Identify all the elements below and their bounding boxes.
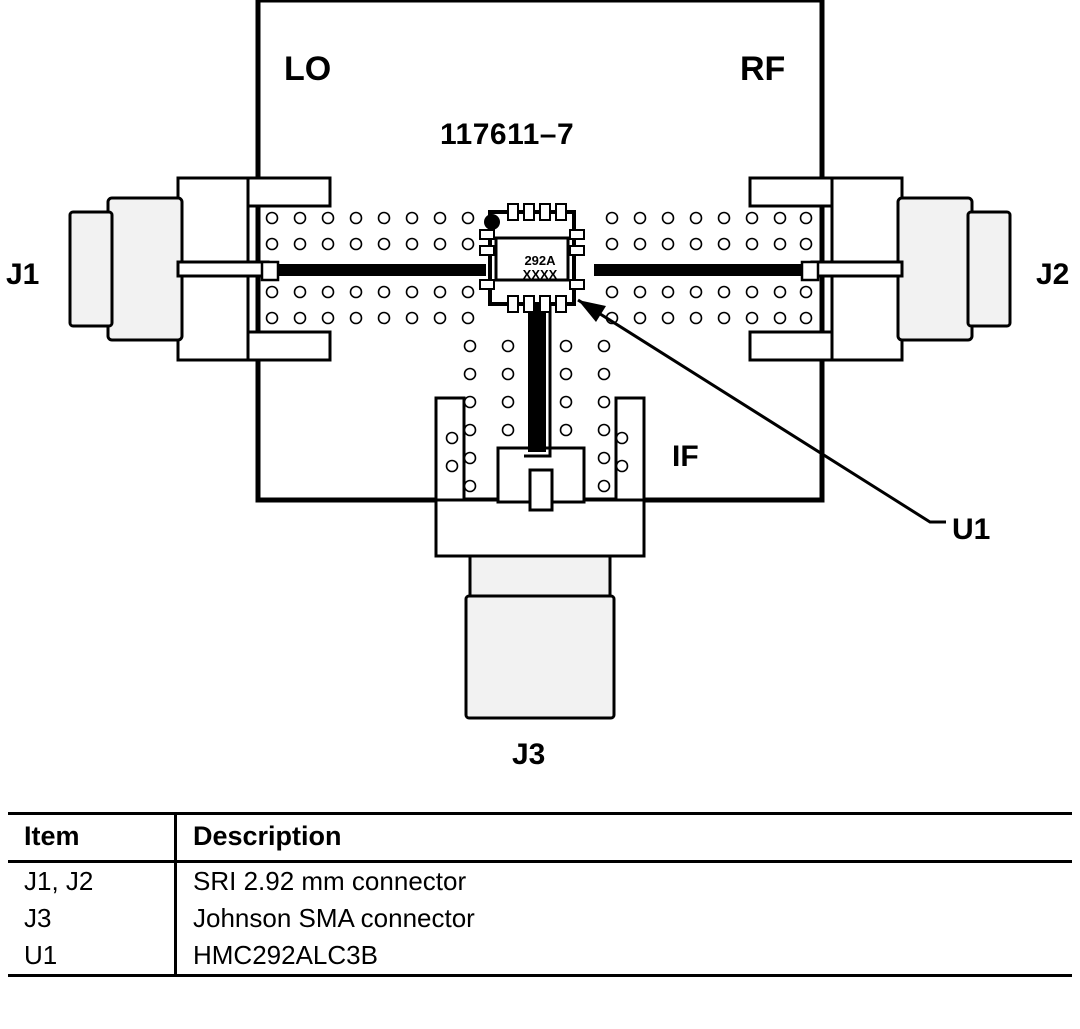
cell-description: Johnson SMA connector <box>193 903 475 933</box>
table-row <box>8 862 1072 901</box>
label-if: IF <box>672 440 699 473</box>
table-header <box>8 814 1072 862</box>
chip-marking-line2: XXXX <box>522 267 558 282</box>
cell-item: J3 <box>8 900 176 937</box>
cell-item: U1 <box>8 937 176 976</box>
table-row <box>8 937 1072 976</box>
label-lo: LO <box>284 50 332 88</box>
label-j1: J1 <box>6 258 40 291</box>
table-body <box>8 862 1072 976</box>
table-row <box>8 900 1072 937</box>
label-part-number: 117611–7 <box>440 118 575 151</box>
cell-description: HMC292ALC3B <box>193 940 378 970</box>
cell-description: SRI 2.92 mm connector <box>193 866 467 896</box>
pin1-indicator <box>484 214 500 230</box>
label-j3: J3 <box>512 738 546 771</box>
column-header-item: Item <box>8 814 176 862</box>
chip-marking-line1: 292A <box>524 253 556 268</box>
label-u1: U1 <box>952 513 991 546</box>
label-j2: J2 <box>1036 258 1070 291</box>
label-rf: RF <box>740 50 786 88</box>
bill-of-materials-table <box>8 812 1072 977</box>
cell-item: J1, J2 <box>8 862 176 901</box>
column-header-description: Description <box>193 821 342 851</box>
table-header-row <box>8 814 1072 862</box>
